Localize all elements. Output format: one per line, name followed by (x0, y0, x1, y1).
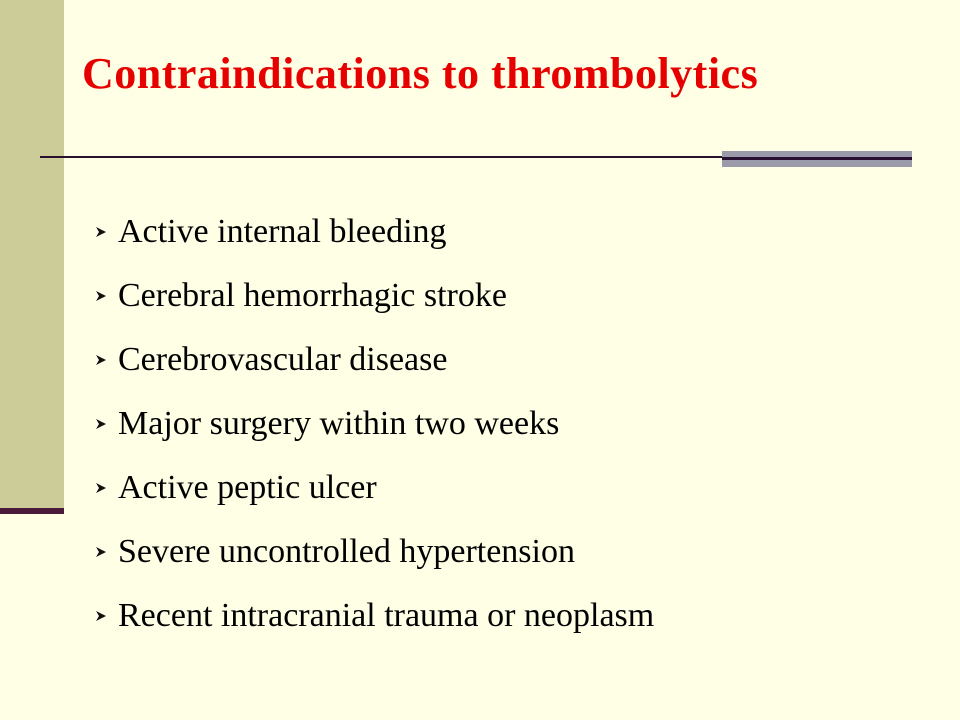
list-item (94, 264, 654, 328)
arrowhead-bullet-icon (94, 289, 118, 303)
bullet-text: Active internal bleeding (118, 213, 447, 250)
list-item (94, 328, 654, 392)
arrowhead-bullet-icon (94, 545, 118, 559)
bullet-text: Cerebral hemorrhagic stroke (118, 277, 507, 314)
list-item (94, 584, 654, 648)
sidebar-decoration (0, 0, 64, 508)
list-item (94, 520, 654, 584)
bullet-text: Active peptic ulcer (118, 469, 377, 506)
sidebar-accent-line (0, 508, 64, 514)
bullet-text: Severe uncontrolled hypertension (118, 533, 575, 570)
arrowhead-bullet-icon (94, 353, 118, 367)
bullet-text: Major surgery within two weeks (118, 405, 560, 442)
arrowhead-bullet-icon (94, 417, 118, 431)
bullet-text: Cerebrovascular disease (118, 341, 448, 378)
list-item (94, 392, 654, 456)
list-item (94, 200, 654, 264)
arrowhead-bullet-icon (94, 481, 118, 495)
arrowhead-bullet-icon (94, 225, 118, 239)
bullet-text: Recent intracranial trauma or neoplasm (118, 597, 655, 634)
title-divider-accent-line (722, 157, 912, 160)
slide-title: Contraindications to thrombolytics (82, 49, 759, 98)
arrowhead-bullet-icon (94, 609, 118, 623)
bullet-list (94, 200, 654, 648)
list-item (94, 456, 654, 520)
